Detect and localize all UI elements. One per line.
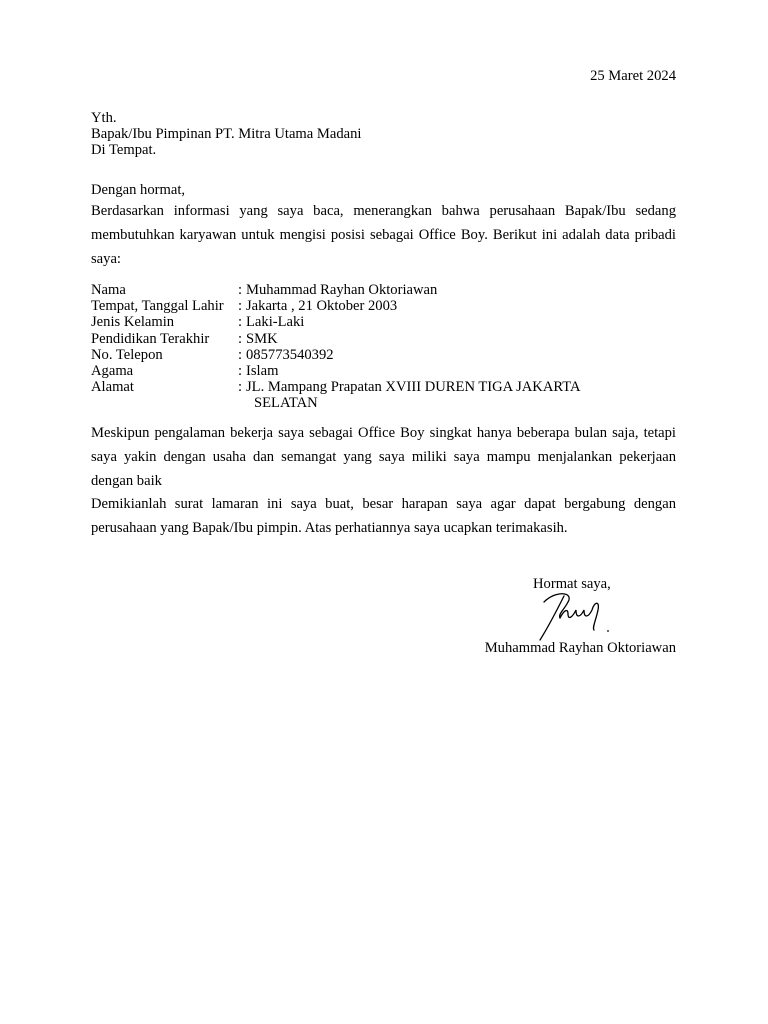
greeting: Dengan hormat, <box>91 182 186 198</box>
detail-value: Muhammad Rayhan Oktoriawan <box>246 282 438 298</box>
detail-label: Agama <box>91 363 134 380</box>
detail-value: Jakarta , 21 Oktober 2003 <box>246 298 398 315</box>
recipient-salutation: Yth. <box>91 110 117 126</box>
detail-value: Laki-Laki <box>246 314 305 331</box>
detail-label: No. Telepon <box>91 346 163 363</box>
detail-row-pendidikan <box>91 331 676 347</box>
detail-label: Nama <box>91 282 126 298</box>
detail-separator: : <box>238 298 243 315</box>
detail-row-ttl <box>91 298 676 314</box>
detail-value: Islam <box>246 363 279 380</box>
experience-paragraph: Meskipun pengalaman bekerja saya sebagai Office Boy singkat hanya beberapa bulan saja, tetapi saya yakin dengan usaha dan semangat yang saya miliki saya mampu menjalankan pekerjaan dengan baik <box>91 425 676 489</box>
detail-row-alamat <box>91 379 676 411</box>
letter-date: 25 Maret 2024 <box>590 68 676 84</box>
detail-row-agama <box>91 363 676 379</box>
detail-separator: : <box>238 282 243 298</box>
recipient-block <box>91 110 361 158</box>
detail-row-telepon <box>91 347 676 363</box>
address-line-1: JL. Mampang Prapatan XVIII DUREN TIGA JAKARTA <box>246 379 581 396</box>
detail-separator: : <box>238 346 243 363</box>
detail-separator: : <box>238 330 243 347</box>
detail-value: SMK <box>246 330 278 347</box>
detail-row-nama <box>91 282 676 298</box>
detail-separator: : <box>238 314 243 331</box>
handwritten-signature <box>536 588 616 644</box>
personal-details <box>91 282 676 412</box>
recipient-place: Di Tempat. <box>91 142 157 158</box>
signer-name: Muhammad Rayhan Oktoriawan <box>484 640 676 656</box>
detail-separator: : <box>238 379 243 396</box>
closing-paragraph: Demikianlah surat lamaran ini saya buat, besar harapan saya agar dapat bergabung dengan perusahaan yang Bapak/Ibu pimpin. Atas perhatiannya saya ucapkan terimakasih. <box>91 496 676 536</box>
detail-row-jenis-kelamin <box>91 314 676 330</box>
recipient-name: Bapak/Ibu Pimpinan PT. Mitra Utama Madani <box>91 126 362 142</box>
detail-label: Alamat <box>91 379 134 396</box>
closing-salutation: Hormat saya, <box>533 576 611 592</box>
detail-value <box>246 379 676 411</box>
intro-paragraph: Berdasarkan informasi yang saya baca, menerangkan bahwa perusahaan Bapak/Ibu sedang membutuhkan karyawan untuk mengisi posisi sebagai Office Boy. Berikut ini adalah data pribadi saya: <box>91 203 676 267</box>
detail-separator: : <box>238 363 243 380</box>
detail-label: Pendidikan Terakhir <box>91 330 210 347</box>
detail-label: Jenis Kelamin <box>91 314 175 331</box>
detail-value: 085773540392 <box>246 346 334 363</box>
detail-label: Tempat, Tanggal Lahir <box>91 298 224 315</box>
address-line-2: SELATAN <box>254 395 318 412</box>
